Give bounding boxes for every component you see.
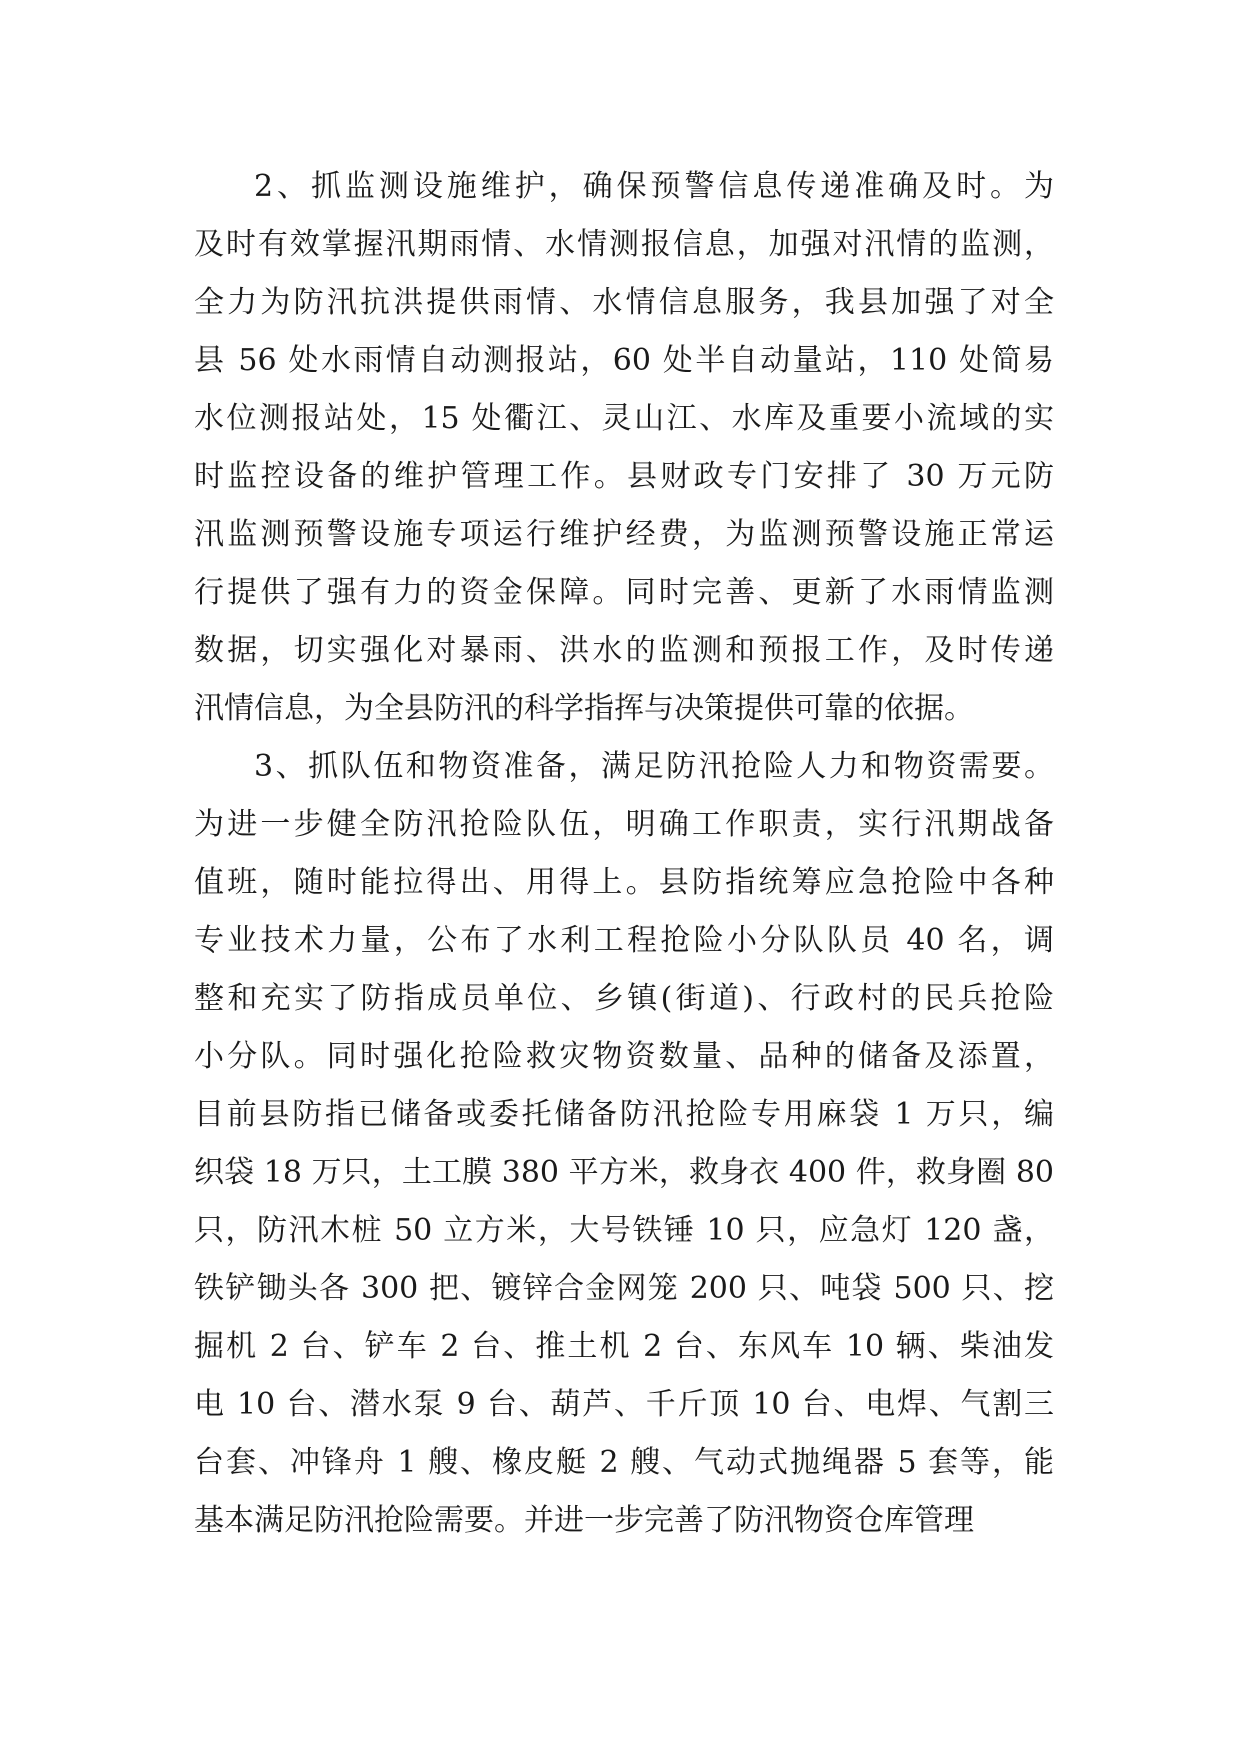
paragraph-1-line-1: 2、抓监测设施维护，确保预警信息传递准确及时。为 [254, 169, 1054, 204]
paragraph-1-line-3: 全力为防汛抗洪提供雨情、水情信息服务，我县加强了对全 [194, 285, 1054, 320]
paragraph-1-line-8: 行提供了强有力的资金保障。同时完善、更新了水雨情监测 [194, 575, 1054, 610]
paragraph-2-line-8: 织袋 18 万只，土工膜 380 平方米，救身衣 400 件，救身圈 80 [194, 1155, 1054, 1190]
paragraph-2-line-10: 铁铲锄头各 300 把、镀锌合金网笼 200 只、吨袋 500 只、挖 [194, 1271, 1054, 1306]
paragraph-2-line-4: 专业技术力量，公布了水利工程抢险小分队队员 40 名，调 [194, 923, 1054, 958]
paragraph-2-line-2: 为进一步健全防汛抢险队伍，明确工作职责，实行汛期战备 [194, 807, 1054, 842]
paragraph-1-line-10: 汛情信息，为全县防汛的科学指挥与决策提供可靠的依据。 [194, 691, 974, 726]
paragraph-1-line-2: 及时有效掌握汛期雨情、水情测报信息，加强对汛情的监测， [194, 227, 1054, 262]
paragraph-2-line-13: 台套、冲锋舟 1 艘、橡皮艇 2 艘、气动式抛绳器 5 套等，能 [194, 1445, 1054, 1480]
paragraph-1-line-5: 水位测报站处，15 处衢江、灵山江、水库及重要小流域的实 [194, 401, 1054, 436]
paragraph-2-line-9: 只，防汛木桩 50 立方米，大号铁锤 10 只，应急灯 120 盏， [194, 1213, 1054, 1248]
paragraph-2-line-12: 电 10 台、潜水泵 9 台、葫芦、千斤顶 10 台、电焊、气割三 [194, 1387, 1054, 1422]
body-text [194, 158, 1054, 1550]
paragraph-2-line-14: 基本满足防汛抢险需要。并进一步完善了防汛物资仓库管理 [194, 1503, 974, 1538]
paragraph-2-line-5: 整和充实了防指成员单位、乡镇(街道)、行政村的民兵抢险 [194, 981, 1054, 1016]
paragraph-2-line-7: 目前县防指已储备或委托储备防汛抢险专用麻袋 1 万只，编 [194, 1097, 1054, 1132]
paragraph-2-line-1: 3、抓队伍和物资准备，满足防汛抢险人力和物资需要。 [254, 749, 1054, 784]
paragraph-2-line-6: 小分队。同时强化抢险救灾物资数量、品种的储备及添置， [194, 1039, 1054, 1074]
paragraph-2-line-11: 掘机 2 台、铲车 2 台、推土机 2 台、东风车 10 辆、柴油发 [194, 1329, 1054, 1364]
paragraph-2-line-3: 值班，随时能拉得出、用得上。县防指统筹应急抢险中各种 [194, 865, 1054, 900]
paragraph-1-line-4: 县 56 处水雨情自动测报站，60 处半自动量站，110 处简易 [194, 343, 1054, 378]
paragraph-1-line-9: 数据，切实强化对暴雨、洪水的监测和预报工作，及时传递 [194, 633, 1054, 668]
paragraph-1-line-6: 时监控设备的维护管理工作。县财政专门安排了 30 万元防 [194, 459, 1054, 494]
paragraph-1-line-7: 汛监测预警设施专项运行维护经费，为监测预警设施正常运 [194, 517, 1054, 552]
